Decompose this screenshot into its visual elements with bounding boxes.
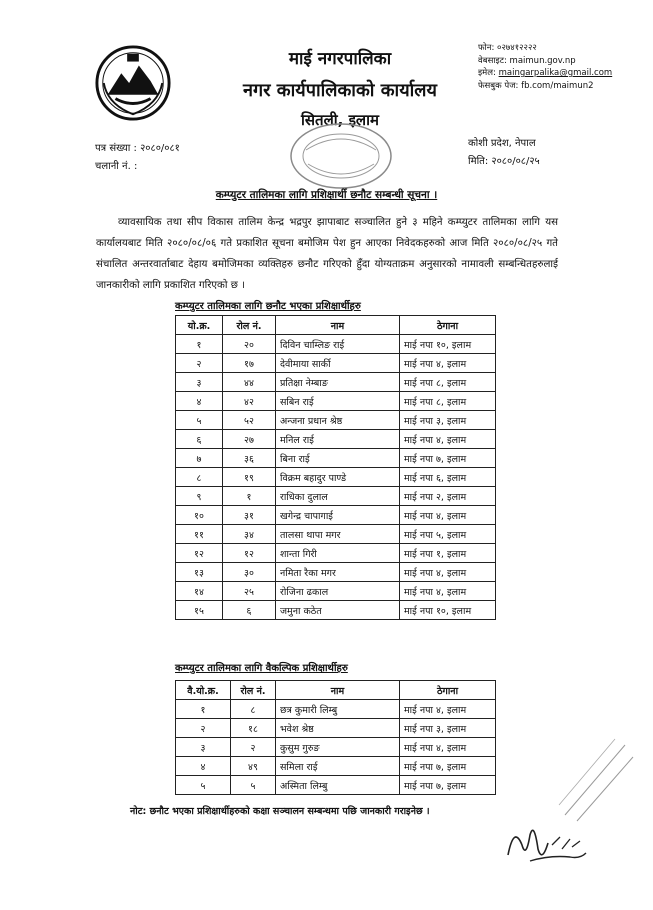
notice-subject xyxy=(0,188,653,202)
cell-name: खगेन्द्र चापागाई xyxy=(276,506,400,525)
cell-address: माई नपा ८, इलाम xyxy=(400,392,496,411)
cell-roll: ३६ xyxy=(223,449,276,468)
cell-roll: १२ xyxy=(223,544,276,563)
cell-roll: ४४ xyxy=(223,373,276,392)
alternate-table-title: कम्प्युटर तालिमका लागि वैकल्पिक प्रशिक्षार्थीहरु xyxy=(175,663,348,674)
notice-body: व्यावसायिक तथा सीप विकास तालिम केन्द्र भद्रपुर झापाबाट सञ्चालित हुने ३ महिने कम्प्युटर तालिमका लागि यस कार्यालयबाट मिति २०८०/०८/०६ गते प्रकाशित सूचना बमोजिम पेश हुन आएका निवेदकहरुको आज मिति २०८०/०८/२५ गते संचालित अन्तरवार्ताबाट देहाय बमोजिमका व्यक्तिहरु छनौट गरिएको हुँदा योग्यताक्रम अनुसारको नामावली सम्बन्धितहरुलाई जानकारीको लागि प्रकाशित गरिएको छ । xyxy=(96,217,558,291)
cell-name: मनिल राई xyxy=(276,430,400,449)
cell-address: माई नपा ४, इलाम xyxy=(400,354,496,373)
cell-serial: १५ xyxy=(176,601,223,620)
cell-name: प्रतिक्षा नेम्बाङ xyxy=(276,373,400,392)
cell-address: माई नपा ५, इलाम xyxy=(400,525,496,544)
cell-address: माई नपा ४, इलाम xyxy=(400,430,496,449)
cell-serial: ५ xyxy=(176,411,223,430)
cell-address: माई नपा ७, इलाम xyxy=(400,776,496,795)
table-row xyxy=(176,525,496,544)
table-row xyxy=(176,757,496,776)
table-row xyxy=(176,392,496,411)
table-row xyxy=(176,700,496,719)
cell-roll: १९ xyxy=(223,468,276,487)
cell-roll: ८ xyxy=(231,700,276,719)
cell-name: बिना राई xyxy=(276,449,400,468)
cell-roll: ६ xyxy=(223,601,276,620)
cell-serial: ९ xyxy=(176,487,223,506)
cell-address: माई नपा ६, इलाम xyxy=(400,468,496,487)
cell-name: जमुना कठेत xyxy=(276,601,400,620)
table-row xyxy=(176,449,496,468)
cell-roll: २७ xyxy=(223,430,276,449)
footer-note: नोट: छनौट भएका प्रशिक्षार्थीहरुको कक्षा सञ्चालन सम्बन्धमा पछि जानकारी गराइनेछ । xyxy=(130,806,430,817)
selected-table-title: कम्प्युटर तालिमका लागि छनौट भएका प्रशिक्षार्थीहरु xyxy=(175,301,361,312)
dispatch-number: चलानी नं. : xyxy=(95,161,138,172)
table-row xyxy=(176,354,496,373)
cell-name: समिला राई xyxy=(276,757,400,776)
table-row xyxy=(176,776,496,795)
cell-serial: २ xyxy=(176,354,223,373)
cell-serial: ८ xyxy=(176,468,223,487)
cell-serial: ६ xyxy=(176,430,223,449)
cell-serial: ३ xyxy=(176,738,231,757)
cell-serial: ५ xyxy=(176,776,231,795)
email-label: इमेल: xyxy=(478,68,499,78)
cell-roll: १८ xyxy=(231,719,276,738)
reference-number: पत्र संख्या : २०८०/०८१ xyxy=(95,143,180,154)
phone-line: फोन: ०२७४१२२२२ xyxy=(478,43,537,53)
table-row xyxy=(176,468,496,487)
cell-address: माई नपा ४, इलाम xyxy=(400,506,496,525)
table-row xyxy=(176,487,496,506)
facebook-line[interactable]: फेसबुक पेज: fb.com/maimun2 xyxy=(478,80,594,91)
table-row xyxy=(176,411,496,430)
email-link[interactable]: maingarpalika@gmail.com xyxy=(498,68,613,78)
cell-roll: १ xyxy=(223,487,276,506)
cell-roll: १७ xyxy=(223,354,276,373)
cell-serial: १ xyxy=(176,700,231,719)
cell-name: छत्र कुमारी लिम्बु xyxy=(276,700,400,719)
letter-date: मिति: २०८०/०८/२५ xyxy=(468,156,540,167)
table-header-row xyxy=(176,681,496,700)
col-name: नाम xyxy=(276,681,400,700)
table-header-row xyxy=(176,316,496,335)
nepal-emblem-logo xyxy=(94,44,172,122)
table-row xyxy=(176,430,496,449)
cell-address: माई नपा ८, इलाम xyxy=(400,373,496,392)
table-row xyxy=(176,738,496,757)
cell-serial: १० xyxy=(176,506,223,525)
cell-name: सबिन राई xyxy=(276,392,400,411)
cell-name: तालसा थापा मगर xyxy=(276,525,400,544)
cell-serial: १ xyxy=(176,335,223,354)
cell-roll: २५ xyxy=(223,582,276,601)
cell-address: माई नपा १, इलाम xyxy=(400,544,496,563)
cell-name: देवीमाया सार्की xyxy=(276,354,400,373)
cell-name: अस्मिता लिम्बु xyxy=(276,776,400,795)
cell-serial: ३ xyxy=(176,373,223,392)
col-serial: वै.यो.क्र. xyxy=(176,681,231,700)
contact-block xyxy=(478,42,648,92)
office-stamp xyxy=(286,120,396,192)
table-row xyxy=(176,601,496,620)
cell-roll: ३० xyxy=(223,563,276,582)
cell-address: माई नपा ४, इलाम xyxy=(400,738,496,757)
cell-name: विक्रम बहादुर पाण्डे xyxy=(276,468,400,487)
cell-address: माई नपा १०, इलाम xyxy=(400,335,496,354)
cell-address: माई नपा ३, इलाम xyxy=(400,411,496,430)
alternate-trainees-table xyxy=(175,680,496,795)
officer-stamp xyxy=(555,735,635,825)
handwritten-signature xyxy=(500,815,590,870)
selected-trainees-table xyxy=(175,315,496,620)
cell-address: माई नपा ३, इलाम xyxy=(400,719,496,738)
cell-name: भवेश श्रेष्ठ xyxy=(276,719,400,738)
cell-roll: ५२ xyxy=(223,411,276,430)
cell-serial: ४ xyxy=(176,757,231,776)
col-address: ठेगाना xyxy=(400,316,496,335)
cell-address: माई नपा ७, इलाम xyxy=(400,757,496,776)
cell-serial: २ xyxy=(176,719,231,738)
cell-name: कुसुम गुरुङ xyxy=(276,738,400,757)
municipality-name: माई नगरपालिका xyxy=(288,49,392,69)
subject-text: कम्प्युटर तालिमका लागि प्रशिक्षार्थी छनौट सम्बन्धी सूचना । xyxy=(215,189,438,201)
table-row xyxy=(176,719,496,738)
cell-roll: ४९ xyxy=(231,757,276,776)
office-location: सितली, इलाम xyxy=(301,111,379,129)
cell-roll: ४२ xyxy=(223,392,276,411)
cell-serial: ७ xyxy=(176,449,223,468)
col-address: ठेगाना xyxy=(400,681,496,700)
website-line[interactable]: वेबसाइट: maimun.gov.np xyxy=(478,55,576,66)
cell-roll: ५ xyxy=(231,776,276,795)
table-row xyxy=(176,335,496,354)
cell-serial: १३ xyxy=(176,563,223,582)
cell-roll: २ xyxy=(231,738,276,757)
cell-address: माई नपा १०, इलाम xyxy=(400,601,496,620)
cell-address: माई नपा ४, इलाम xyxy=(400,582,496,601)
province-line: कोशी प्रदेश, नेपाल xyxy=(468,138,536,149)
col-roll: रोल नं. xyxy=(231,681,276,700)
col-name: नाम xyxy=(276,316,400,335)
cell-serial: १२ xyxy=(176,544,223,563)
table-row xyxy=(176,563,496,582)
cell-roll: २० xyxy=(223,335,276,354)
cell-name: दिविन चाम्लिङ राई xyxy=(276,335,400,354)
office-name: नगर कार्यपालिकाको कार्यालय xyxy=(243,80,437,101)
table-row xyxy=(176,544,496,563)
cell-roll: ३४ xyxy=(223,525,276,544)
cell-serial: ११ xyxy=(176,525,223,544)
cell-name: राधिका दुलाल xyxy=(276,487,400,506)
cell-name: रोजिना ढकाल xyxy=(276,582,400,601)
cell-address: माई नपा २, इलाम xyxy=(400,487,496,506)
table-row xyxy=(176,506,496,525)
cell-address: माई नपा ४, इलाम xyxy=(400,700,496,719)
email-line xyxy=(478,67,648,80)
col-roll: रोल नं. xyxy=(223,316,276,335)
cell-serial: ४ xyxy=(176,392,223,411)
cell-serial: १४ xyxy=(176,582,223,601)
cell-address: माई नपा ७, इलाम xyxy=(400,449,496,468)
cell-address: माई नपा ४, इलाम xyxy=(400,563,496,582)
cell-name: नमिता रैका मगर xyxy=(276,563,400,582)
col-serial: यो.क्र. xyxy=(176,316,223,335)
table-row xyxy=(176,582,496,601)
cell-name: अन्जना प्रधान श्रेष्ठ xyxy=(276,411,400,430)
cell-name: शान्ता गिरी xyxy=(276,544,400,563)
cell-roll: ३१ xyxy=(223,506,276,525)
table-row xyxy=(176,373,496,392)
